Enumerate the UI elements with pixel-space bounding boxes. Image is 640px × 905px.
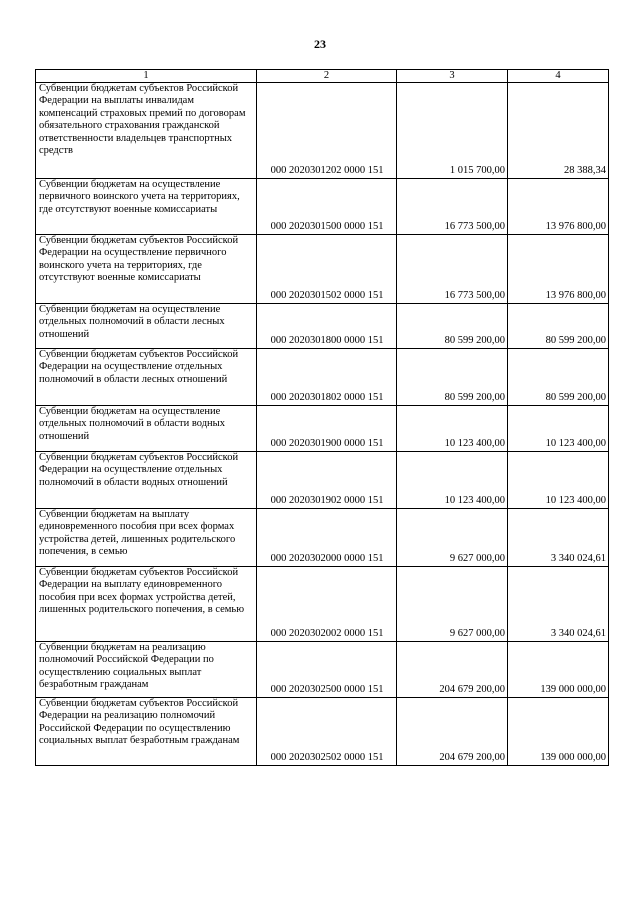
row-name: Субвенции бюджетам субъектов Российской Федерации на реализацию полномочий Российской Федерации по осуществлению социальных выплат безработным гражданам: [36, 698, 257, 766]
table-row: [36, 509, 609, 567]
table-row: [36, 406, 609, 452]
row-code: 000 2020301802 0000 151: [257, 349, 397, 406]
row-name: Субвенции бюджетам на реализацию полномочий Российской Федерации по осуществлению социальных выплат безработным гражданам: [36, 642, 257, 698]
column-header-3: 3: [397, 70, 508, 83]
row-code: 000 2020301502 0000 151: [257, 235, 397, 304]
budget-table: [35, 69, 609, 766]
row-plan-amount: 16 773 500,00: [397, 235, 508, 304]
row-name: Субвенции бюджетам на осуществление отдельных полномочий в области лесных отношений: [36, 304, 257, 349]
row-plan-amount: 204 679 200,00: [397, 698, 508, 766]
page-number: 23: [314, 37, 326, 51]
row-code: 000 2020301902 0000 151: [257, 452, 397, 509]
row-actual-amount: 3 340 024,61: [508, 567, 609, 642]
row-actual-amount: 139 000 000,00: [508, 698, 609, 766]
table-row: [36, 452, 609, 509]
row-actual-amount: 28 388,34: [508, 83, 609, 179]
table-row: [36, 567, 609, 642]
row-name: Субвенции бюджетам на выплату единовременного пособия при всех формах устройства детей, лишенных родительского попечения, в семью: [36, 509, 257, 567]
row-plan-amount: 1 015 700,00: [397, 83, 508, 179]
table-row: [36, 304, 609, 349]
row-actual-amount: 3 340 024,61: [508, 509, 609, 567]
row-plan-amount: 80 599 200,00: [397, 304, 508, 349]
row-code: 000 2020301900 0000 151: [257, 406, 397, 452]
row-name: Субвенции бюджетам субъектов Российской Федерации на осуществление первичного воинского учета на территориях, где отсутствуют военные комиссариаты: [36, 235, 257, 304]
row-code: 000 2020301800 0000 151: [257, 304, 397, 349]
row-code: 000 2020302500 0000 151: [257, 642, 397, 698]
table-header-row: [36, 70, 609, 83]
row-plan-amount: 80 599 200,00: [397, 349, 508, 406]
table-row: [36, 349, 609, 406]
row-name: Субвенции бюджетам субъектов Российской Федерации на осуществление отдельных полномочий в области лесных отношений: [36, 349, 257, 406]
row-name: Субвенции бюджетам субъектов Российской Федерации на осуществление отдельных полномочий в области водных отношений: [36, 452, 257, 509]
table-row: [36, 179, 609, 235]
row-code: 000 2020302000 0000 151: [257, 509, 397, 567]
row-code: 000 2020302002 0000 151: [257, 567, 397, 642]
row-plan-amount: 10 123 400,00: [397, 406, 508, 452]
row-name: Субвенции бюджетам на осуществление первичного воинского учета на территориях, где отсутствуют военные комиссариаты: [36, 179, 257, 235]
row-actual-amount: 13 976 800,00: [508, 179, 609, 235]
row-name: Субвенции бюджетам субъектов Российской Федерации на выплату единовременного пособия при всех формах устройства детей, лишенных родительского попечения, в семью: [36, 567, 257, 642]
row-code: 000 2020301202 0000 151: [257, 83, 397, 179]
table-row: [36, 235, 609, 304]
column-header-1: 1: [36, 70, 257, 83]
row-actual-amount: 139 000 000,00: [508, 642, 609, 698]
row-actual-amount: 80 599 200,00: [508, 304, 609, 349]
row-actual-amount: 13 976 800,00: [508, 235, 609, 304]
row-plan-amount: 204 679 200,00: [397, 642, 508, 698]
column-header-2: 2: [257, 70, 397, 83]
row-name: Субвенции бюджетам субъектов Российской Федерации на выплаты инвалидам компенсаций страховых премий по договорам обязательного страхования гражданской ответственности владельцев транспортных средств: [36, 83, 257, 179]
table-row: [36, 642, 609, 698]
row-code: 000 2020302502 0000 151: [257, 698, 397, 766]
row-plan-amount: 10 123 400,00: [397, 452, 508, 509]
table-row: [36, 83, 609, 179]
column-header-4: 4: [508, 70, 609, 83]
table-row: [36, 698, 609, 766]
row-code: 000 2020301500 0000 151: [257, 179, 397, 235]
row-plan-amount: 9 627 000,00: [397, 567, 508, 642]
row-actual-amount: 80 599 200,00: [508, 349, 609, 406]
row-plan-amount: 9 627 000,00: [397, 509, 508, 567]
row-name: Субвенции бюджетам на осуществление отдельных полномочий в области водных отношений: [36, 406, 257, 452]
row-actual-amount: 10 123 400,00: [508, 406, 609, 452]
row-actual-amount: 10 123 400,00: [508, 452, 609, 509]
row-plan-amount: 16 773 500,00: [397, 179, 508, 235]
